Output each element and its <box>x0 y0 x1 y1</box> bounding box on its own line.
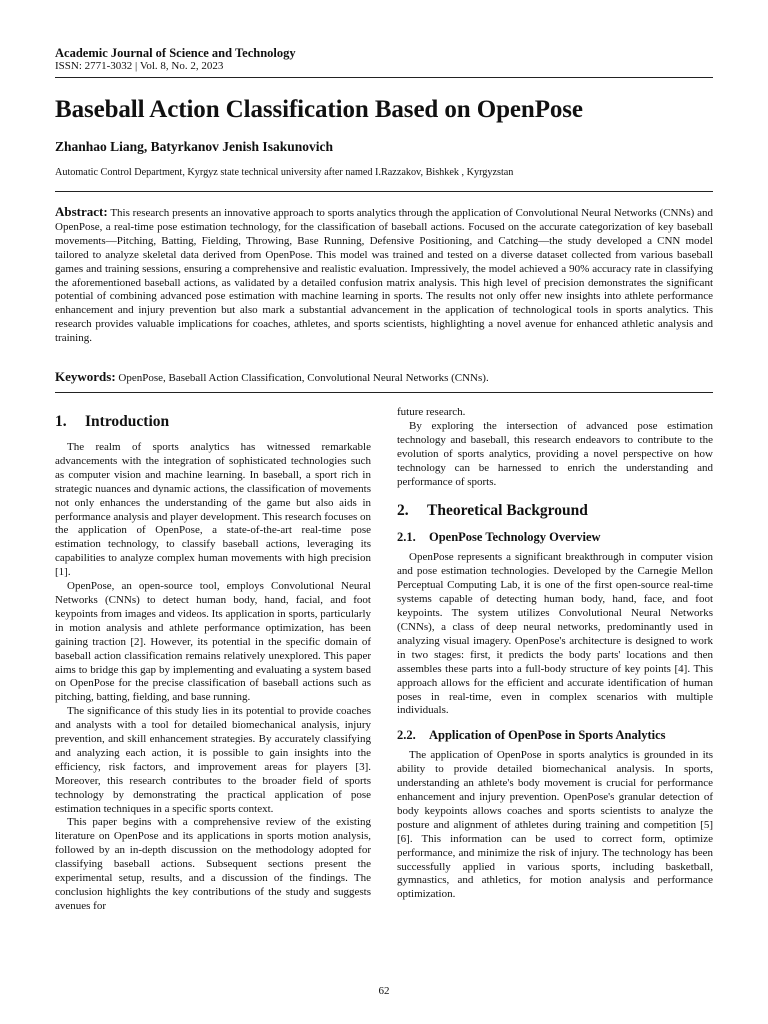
journal-name: Academic Journal of Science and Technology <box>55 46 296 60</box>
subsection-number: 2.2. <box>397 728 416 743</box>
theory-paragraph-2-2: The application of OpenPose in sports analytics is grounded in its ability to provide detailed biomechanical analysis. In sports, understanding an athlete's body movement is crucial for performance enhancement and injury prevention. OpenPose's granular detection of body keypoints allows coaches and sports scientists to analyze the posture and alignment of athletes during training and competition [5] [6]. This information can be used to correct form, optimize performance, and minimize the risk of injury. The technology has been successfully applied in various sports, including basketball, gymnastics, and athletics, for motion analysis and performance optimization. <box>397 749 713 901</box>
section-heading-introduction <box>55 412 371 431</box>
page-number: 62 <box>378 985 390 997</box>
intro-paragraph-1: The realm of sports analytics has witnessed remarkable advancements with the integration of sophisticated technologies such as computer vision and machine learning. In baseball, a sport rich in strategic nuances and dynamic actions, the classification of movements not only enhances the understanding of the game but also aids in performance analysis and player development. This research focuses on the application of OpenPose, a state-of-the-art real-time pose estimation technology, to classify baseball actions, leveraging its capabilities to analyze complex human movements with high precision [1]. <box>55 441 371 579</box>
section-number: 2. <box>397 502 409 520</box>
intro-paragraph-2: OpenPose, an open-source tool, employs Convolutional Neural Networks (CNNs) to detect human body, hand, facial, and foot keypoints from images and videos. Its application in sports, particularly in motion analysis and athlete performance optimization, has been gaining traction [2]. However, its potential in the specific domain of baseball action classification remains relatively unexplored. This paper aims to bridge this gap by implementing and evaluating a system based on OpenPose for the precise classification of baseball actions such as pitching, batting, fielding, and base running. <box>55 580 371 704</box>
keywords-divider <box>55 392 713 393</box>
section-title: Introduction <box>85 413 170 430</box>
section-title: Theoretical Background <box>427 502 588 520</box>
paper-affiliation: Automatic Control Department, Kyrgyz state technical university after named I.Razzakov, Bishkek , Kyrgyzstan <box>55 167 514 178</box>
intro-paragraph-5: By exploring the intersection of advanced pose estimation technology and baseball, this research endeavors to contribute to the evolution of sports analytics, providing a novel perspective on how technology can be harnessed to enrich the understanding and performance of sports. <box>397 419 713 488</box>
subsection-title: OpenPose Technology Overview <box>429 530 601 545</box>
section-number: 1. <box>55 413 67 430</box>
subsection-number: 2.1. <box>397 530 416 545</box>
intro-paragraph-4: This paper begins with a comprehensive review of the existing literature on OpenPose and its applications in sports motion analysis, followed by an in-depth discussion on the methodology adopted for classifying baseball actions. Subsequent sections present the experimental setup, results, and a discussion of the findings. The conclusion highlights the key contributions of the study and suggests avenues for <box>55 816 371 912</box>
left-column <box>55 404 371 914</box>
subsection-heading-openpose-overview <box>397 530 713 545</box>
intro-paragraph-4-continued: future research. <box>397 406 466 418</box>
right-column <box>397 406 713 902</box>
title-divider <box>55 191 713 192</box>
paper-authors: Zhanhao Liang, Batyrkanov Jenish Isakunovich <box>55 139 333 154</box>
keywords <box>55 369 713 386</box>
keywords-label: Keywords: <box>55 369 116 384</box>
section-heading-theoretical-background <box>397 501 713 520</box>
abstract-text: This research presents an innovative approach to sports analytics through the application of Convolutional Neural Networks (CNNs) and OpenPose, a real-time pose estimation technology, for the classification of baseball actions. Focused on the accurate categorization of key baseball movements—Pitching, Batting, Fielding, Throwing, Base Running, Defensive Positioning, and Catching—the study developed a CNN model tailored to analyze skeletal data derived from OpenPose. This model was trained and tested on a diverse dataset collected from various baseball games and training sessions, ensuring a comprehensive and realistic evaluation. Impressively, the model achieved a 90% accuracy rate in classifying the aforementioned baseball actions, as validated by a detailed confusion matrix analysis. This high level of precision demonstrates the significant potential of combining advanced pose estimation with machine learning in sports. The results not only offer new insights into athlete performance enhancement and injury prevention but also mark a substantial advancement in the application of technological tools in sports analytics. This research provides valuable implications for coaches, athletes, and sports scientists, highlighting a novel avenue for enhanced athletic analysis and training. <box>55 207 713 345</box>
theory-paragraph-2-1: OpenPose represents a significant breakthrough in computer vision and pose estimation technologies. Developed by the Carnegie Mellon Perceptual Computing Lab, it is one of the first open-source real-time systems capable of detecting human body, hand, face, and foot keypoints. The system utilizes Convolutional Neural Networks (CNNs), a class of deep neural networks, predominantly used in analyzing visual imagery. OpenPose's architecture is designed to work in two stages: first, it predicts the body parts' locations and then assembles these parts into a full-body structure of key points [4]. This approach allows for the efficient and accurate identification of human poses in real-time, even in complex scenarios with multiple individuals. <box>397 551 713 717</box>
journal-header <box>55 46 715 73</box>
header-divider <box>55 77 713 78</box>
intro-paragraph-3: The significance of this study lies in its potential to provide coaches and analysts with a tool for detailed biomechanical analysis, injury prevention, and skill enhancement strategies. By accurately classifying and analyzing each action, it is possible to gain insights into the efficiency, risk factors, and improvement areas for players [3]. Moreover, this research contributes to the broader field of sports technology by demonstrating the practical application of pose estimation techniques in a specific sports context. <box>55 705 371 815</box>
keywords-text: OpenPose, Baseball Action Classification, Convolutional Neural Networks (CNNs). <box>118 372 489 384</box>
paper-title: Baseball Action Classification Based on OpenPose <box>55 96 583 123</box>
abstract <box>55 205 713 346</box>
abstract-label: Abstract: <box>55 204 108 219</box>
subsection-heading-openpose-sports <box>397 728 713 743</box>
journal-issn: ISSN: 2771-3032 | Vol. 8, No. 2, 2023 <box>55 60 224 72</box>
subsection-title: Application of OpenPose in Sports Analytics <box>429 728 666 743</box>
